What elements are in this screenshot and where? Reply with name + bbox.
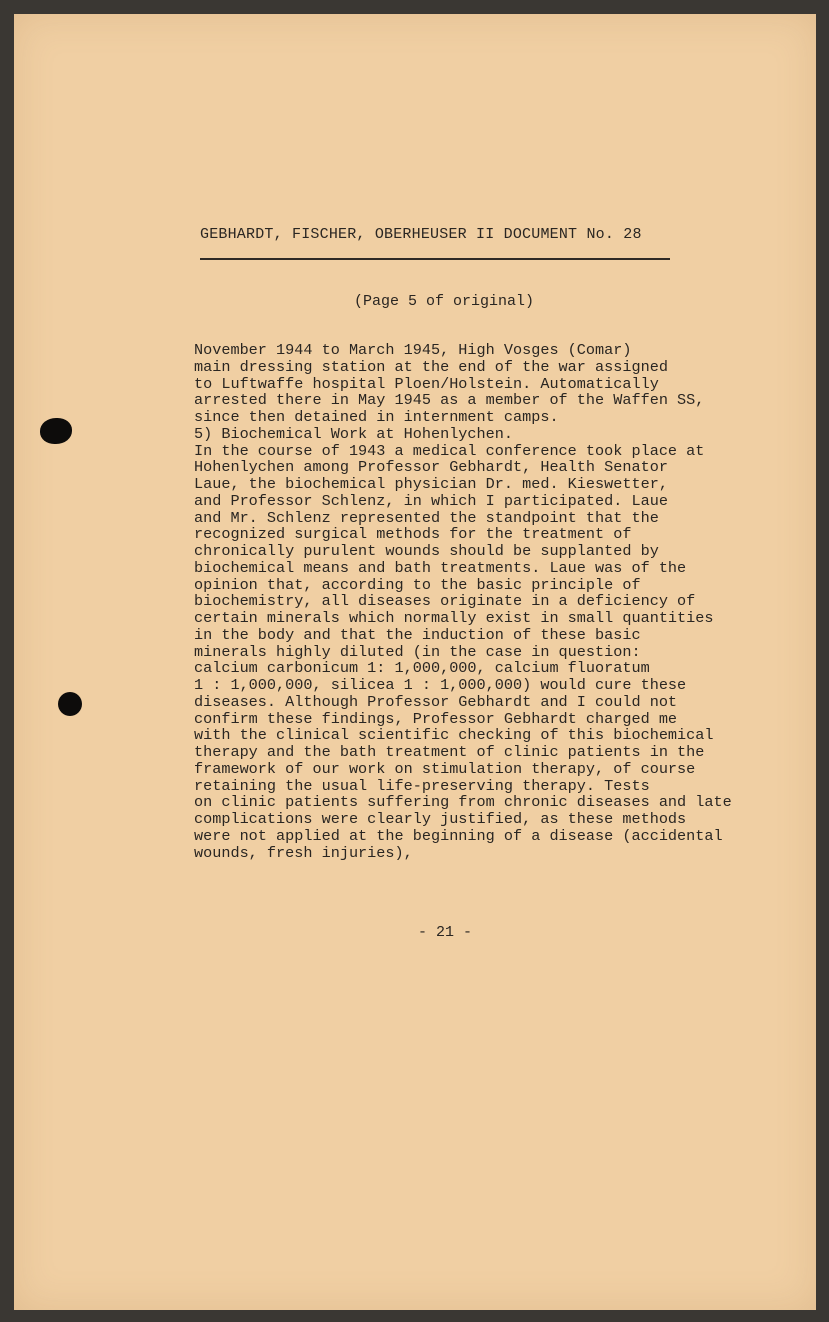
body-text [194,342,794,861]
document-page [14,14,816,1310]
body-line: recognized surgical methods for the treatment of [194,525,632,544]
body-line: biochemistry, all diseases originate in a deficiency of [194,592,696,611]
body-line: and Professor Schlenz, in which I participated. Laue [194,491,668,510]
body-line: In the course of 1943 a medical conference took place at [194,441,705,460]
page-reference: (Page 5 of original) [354,293,535,310]
body-line: Laue, the biochemical physician Dr. med. Kieswetter, [194,475,668,493]
body-line: retaining the usual life-preserving therapy. Tests [194,776,650,795]
body-line: since then detained in internment camps. [194,408,559,426]
body-line: on clinic patients suffering from chronic diseases and late [194,793,732,812]
body-line: confirm these findings, Professor Gebhardt charged me [194,709,678,728]
document-header: GEBHARDT, FISCHER, OBERHEUSER II DOCUMENT No. 28 [200,226,642,243]
body-line: opinion that, according to the basic principle of [194,575,641,594]
body-line: were not applied at the beginning of a disease (accidental [194,826,723,845]
body-line: therapy and the bath treatment of clinic patients in the [194,743,705,761]
body-line: biochemical means and bath treatments. Laue was of the [194,558,687,577]
body-line: chronically purulent wounds should be supplanted by [194,542,659,560]
body-line: and Mr. Schlenz represented the standpoint that the [194,508,659,527]
body-line: arrested there in May 1945 as a member of the Waffen SS, [194,391,705,410]
body-line: complications were clearly justified, as these methods [194,810,687,828]
punch-hole-upper [40,418,72,444]
body-line: minerals highly diluted (in the case in question: [194,642,641,661]
body-line: main dressing station at the end of the war assigned [194,357,668,376]
body-line: November 1944 to March 1945, High Vosges (Comar) [194,341,632,359]
page-number: - 21 - [418,924,473,941]
body-line: framework of our work on stimulation therapy, of course [194,759,696,778]
body-line: Hohenlychen among Professor Gebhardt, Health Senator [194,458,668,477]
body-line: diseases. Although Professor Gebhardt and I could not [194,692,678,711]
body-line: in the body and that the induction of these basic [194,625,641,644]
body-line: calcium carbonicum 1: 1,000,000, calcium fluoratum [194,659,650,678]
body-line: 1 : 1,000,000, silicea 1 : 1,000,000) would cure these [194,676,687,694]
body-line: with the clinical scientific checking of this biochemical [194,726,714,745]
punch-hole-lower [58,692,82,716]
section-heading: 5) Biochemical Work at Hohenlychen. [194,424,513,443]
body-line: to Luftwaffe hospital Ploen/Holstein. Automatically [194,374,659,393]
header-underline [200,258,670,260]
body-line: wounds, fresh injuries), [194,843,413,862]
body-line: certain minerals which normally exist in small quantities [194,609,714,627]
